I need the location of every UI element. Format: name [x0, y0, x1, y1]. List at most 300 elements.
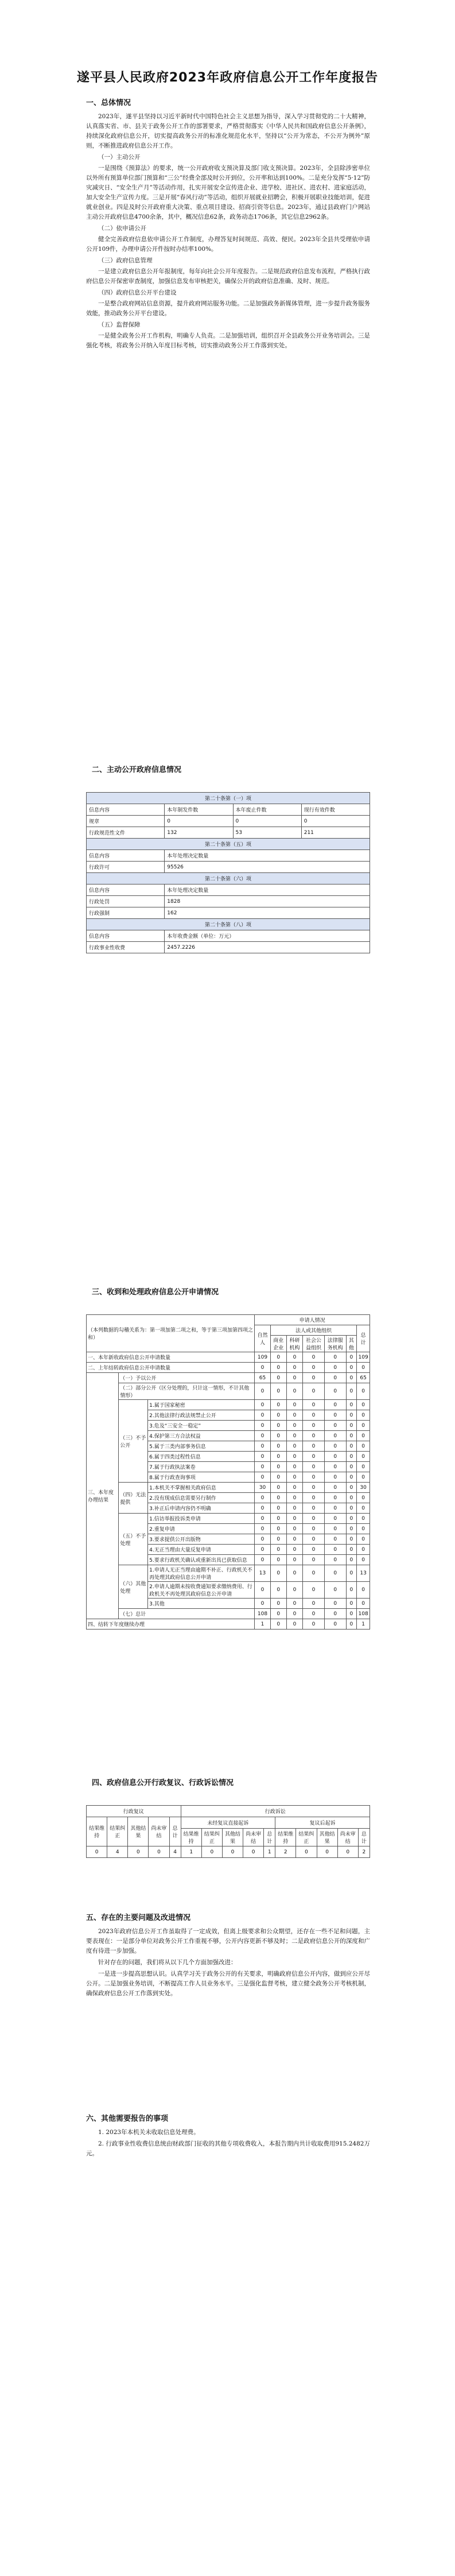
table-cell: 0: [286, 1619, 302, 1630]
table-cell: 0: [255, 1421, 270, 1431]
table-cell: 0: [270, 1400, 286, 1410]
table-cell: 0: [357, 1400, 370, 1410]
table-col-header: 其他: [346, 1336, 357, 1352]
table-cell: 0: [270, 1582, 286, 1599]
table-cell: 0: [324, 1503, 346, 1514]
table-cell: 0: [270, 1431, 286, 1441]
table-cell: 0: [270, 1609, 286, 1619]
table-cell: 0: [324, 1619, 346, 1630]
table-cell: 4: [107, 1846, 128, 1858]
table-row-label: （一）予以公开: [119, 1373, 255, 1383]
table-col-header: 本年处理决定数量: [165, 884, 370, 896]
table-col-header: 商业企业: [270, 1336, 286, 1352]
table-col-header: 结果纠正: [296, 1829, 317, 1846]
table-cell: 0: [346, 1565, 357, 1582]
table-cell: 0: [346, 1400, 357, 1410]
table-col-header: 社会公益组织: [303, 1336, 325, 1352]
table-cell: 0: [255, 1462, 270, 1472]
table-col-header: 信息内容: [87, 850, 165, 862]
table-cell: 0: [286, 1514, 302, 1524]
table-cell: 0: [270, 1352, 286, 1363]
table-col-header: 总计: [169, 1817, 181, 1846]
issues-text: 一是进一步提高思想认识。认真学习关于政务公开的有关要求，明确政府信息公开内容，做到应公开尽公开。二是加强业务培训，不断提高工作人员业务水平。三是强化监督考核，建立健全政务公开考核机制，确保政府信息公开工作落到实处。: [86, 1970, 370, 1997]
table-cell: 0: [286, 1400, 302, 1410]
table-row-label: 2.重复申请: [148, 1524, 255, 1534]
table-cell: 0: [233, 816, 301, 827]
table-corner-note: （本列数据的勾稽关系为：第一项加第二项之和，等于第三项加第四项之和）: [87, 1315, 255, 1352]
table-col-header: 本年废止件数: [233, 804, 301, 816]
table-col-header: 自然人: [255, 1325, 270, 1352]
table-row: [87, 1373, 370, 1383]
table-cell: 0: [324, 1582, 346, 1599]
table-cell: 0: [346, 1619, 357, 1630]
table-group-label: （五）不予处理: [119, 1514, 148, 1565]
table-row-label: 1.属于国家秘密: [148, 1400, 255, 1410]
table-cell: 162: [165, 907, 370, 919]
table-cell: 0: [346, 1524, 357, 1534]
table-row: [87, 1363, 370, 1373]
table-cell: 0: [296, 1846, 317, 1858]
table-row: [87, 1609, 370, 1619]
table-col-header: 其他结果: [222, 1829, 243, 1846]
table-cell: 0: [357, 1462, 370, 1472]
table-cell: 0: [303, 1619, 325, 1630]
table-cell: 2457.2226: [165, 942, 370, 953]
table-row: [87, 1514, 370, 1524]
table-cell: 0: [303, 1373, 325, 1383]
table-col-header: 信息内容: [87, 804, 165, 816]
table-cell: 0: [201, 1846, 222, 1858]
table-cell: 0: [324, 1383, 346, 1400]
table-cell: 0: [270, 1619, 286, 1630]
table-cell: 0: [346, 1609, 357, 1619]
table-cell: 0: [286, 1421, 302, 1431]
table-row: [87, 816, 370, 827]
table-cell: 行政处罚: [87, 896, 165, 907]
table-cell: 0: [324, 1493, 346, 1503]
table-cell: 0: [324, 1452, 346, 1462]
table-row: [87, 907, 370, 919]
table-cell: 0: [303, 1483, 325, 1493]
table-col-header: 法人或其他组织: [270, 1325, 357, 1336]
table-cell: 0: [303, 1441, 325, 1452]
overview-section: [86, 96, 370, 352]
table-cell: 0: [255, 1493, 270, 1503]
table-row: [87, 827, 370, 839]
overview-heading: 一、总体情况: [86, 99, 131, 107]
table-cell: 0: [255, 1514, 270, 1524]
table-cell: 0: [346, 1462, 357, 1472]
table-cell: 0: [270, 1421, 286, 1431]
supervision-subheading: （五）监督保障: [98, 321, 141, 328]
table-section-header: 第二十条第（六）项: [87, 873, 370, 884]
table-cell: 0: [357, 1472, 370, 1483]
table-cell: 0: [286, 1582, 302, 1599]
table-group-label: （四）无法提供: [119, 1483, 148, 1514]
table-cell: 0: [346, 1582, 357, 1599]
table-cell: 108: [255, 1609, 270, 1619]
table-col-header: 本年处理决定数量: [165, 850, 370, 862]
table-cell: 0: [357, 1410, 370, 1421]
table-cell: 0: [270, 1363, 286, 1373]
table-cell: 0: [303, 1534, 325, 1545]
table-row-label: 四、结转下年度继续办理: [87, 1619, 255, 1630]
table-cell: 1828: [165, 896, 370, 907]
table-cell: 行政许可: [87, 862, 165, 873]
table-col-header: 行政复议: [87, 1806, 181, 1817]
table-cell: 0: [286, 1383, 302, 1400]
platform-subheading: （四）政府信息公开平台建设: [98, 289, 177, 296]
table-cell: 0: [337, 1846, 358, 1858]
table-cell: 行政强制: [87, 907, 165, 919]
table-cell: 0: [303, 1431, 325, 1441]
table-cell: 0: [286, 1483, 302, 1493]
table-cell: 0: [346, 1373, 357, 1383]
table-row: [87, 862, 370, 873]
table-cell: 0: [270, 1524, 286, 1534]
overview-intro: 2023年，遂平县坚持以习近平新时代中国特色社会主义思想为指导，深入学习贯彻党的二十大精神，认真落实省、市、县关于政务公开工作的部署要求，严格贯彻落实《中华人民共和国政府信息公开条例》，持续深化政府信息公开，切实提高政务公开的标准化规范化水平，坚持以“公开为常态，不公开为例外”原则，不断推进政府信息公开工作。: [86, 113, 370, 149]
table-cell: 0: [324, 1555, 346, 1565]
table-cell: 0: [286, 1524, 302, 1534]
table-cell: 0: [346, 1441, 357, 1452]
table-cell: 0: [346, 1503, 357, 1514]
table-row: [87, 896, 370, 907]
table-col-header: 行政诉讼: [181, 1806, 370, 1817]
table-cell: 0: [286, 1462, 302, 1472]
table-col-header: 本年收费金额（单位：万元）: [165, 930, 370, 942]
table-cell: 0: [270, 1493, 286, 1503]
table-cell: 0: [324, 1472, 346, 1483]
table-cell: 0: [324, 1421, 346, 1431]
table-col-header: 现行有效件数: [301, 804, 370, 816]
table-cell: 30: [357, 1483, 370, 1493]
table-cell: 0: [270, 1472, 286, 1483]
table-cell: 0: [346, 1421, 357, 1431]
table-col-header: 总计: [358, 1829, 370, 1846]
table-cell: 13: [255, 1565, 270, 1582]
table-cell: 0: [270, 1599, 286, 1609]
table-cell: 0: [270, 1503, 286, 1514]
table-row-label: 2.其他法律行政法规禁止公开: [148, 1410, 255, 1421]
table-col-header: 申请人情况: [255, 1315, 370, 1325]
table-cell: 0: [270, 1514, 286, 1524]
table-cell: 1: [181, 1846, 201, 1858]
table-cell: 0: [286, 1493, 302, 1503]
table-row-label: 一、本年新收政府信息公开申请数量: [87, 1352, 255, 1363]
table-cell: 0: [286, 1472, 302, 1483]
issues-text: 2023年政府信息公开工作虽取得了一定成效，但离上级要求和公众期望，还存在一些不足和问题，主要表现在：一是部分单位对政务公开工作重视不够，公开内容更新不够及时；二是政府信息公开的深度和广度有待进一步加强。: [86, 1928, 370, 1954]
table-cell: 0: [286, 1503, 302, 1514]
table-cell: 0: [303, 1582, 325, 1599]
table-cell: 0: [324, 1545, 346, 1555]
table-cell: 0: [346, 1599, 357, 1609]
table-cell: 0: [346, 1363, 357, 1373]
request-text: 健全完善政府信息依申请公开工作制度，办理答复时间规范、高效、便民。2023年全县共受理依申请公开109件，办理申请公开件按时办结率100%。: [86, 236, 370, 253]
table-cell: 0: [270, 1555, 286, 1565]
table-cell: 0: [255, 1555, 270, 1565]
table-cell: 0: [255, 1472, 270, 1483]
table-cell: 0: [324, 1599, 346, 1609]
table-cell: 0: [303, 1555, 325, 1565]
table-cell: 0: [324, 1534, 346, 1545]
table-row-label: 4.保护第三方合法权益: [148, 1431, 255, 1441]
table-cell: 0: [165, 816, 233, 827]
table-cell: 4: [169, 1846, 181, 1858]
table-cell: 0: [286, 1534, 302, 1545]
table-col-header: 未经复议直接起诉: [181, 1817, 275, 1829]
table-col-header: 结果维持: [87, 1817, 107, 1846]
table-cell: 108: [357, 1609, 370, 1619]
table-row: [87, 1352, 370, 1363]
table-row-label: 3.危及“三安全一稳定”: [148, 1421, 255, 1431]
table-cell: 0: [324, 1514, 346, 1524]
table-cell: 0: [303, 1524, 325, 1534]
table-cell: 0: [346, 1555, 357, 1565]
table-cell: 0: [286, 1452, 302, 1462]
table-cell: 0: [270, 1462, 286, 1472]
table-cell: 0: [270, 1545, 286, 1555]
management-text: 一是建立政府信息公开年报制度，每年向社会公开年度报告。二是规范政府信息发布流程，严格执行政府信息公开保密审查制度，加强信息发布审核把关，确保公开的政府信息准确、及时、规范。: [86, 268, 370, 285]
table-cell: 0: [346, 1534, 357, 1545]
table-col-header: 科研机构: [286, 1336, 302, 1352]
review-litigation-heading: 四、政府信息公开行政复议、行政诉讼情况: [92, 1779, 234, 1787]
table-cell: 0: [324, 1431, 346, 1441]
report-title: 遂平县人民政府2023年政府信息公开工作年度报告: [76, 71, 379, 85]
table-cell: 0: [149, 1846, 169, 1858]
table-cell: 211: [301, 827, 370, 839]
table-cell: 0: [286, 1410, 302, 1421]
table-cell: 0: [255, 1452, 270, 1462]
table-cell: 0: [303, 1599, 325, 1609]
supervision-text: 一是健全政务公开工作机构，明确专人负责。二是加强培训，组织召开全县政务公开业务培训会。三是强化考核，将政务公开纳入年度目标考核，切实推动政务公开工作落到实处。: [86, 332, 370, 349]
table-row: [87, 1565, 370, 1582]
table-row-label: 3.其他: [148, 1599, 255, 1609]
table-cell: 0: [270, 1534, 286, 1545]
other-matters-section: [86, 2112, 370, 2160]
table-cell: 0: [270, 1565, 286, 1582]
request-subheading: （二）依申请公开: [98, 225, 146, 232]
table-cell: 0: [346, 1352, 357, 1363]
table-cell: 0: [286, 1431, 302, 1441]
other-matters-text: 1. 2023年本机关未收取信息处理费。: [98, 2129, 200, 2136]
table-row-label: 2.申请人逾期未按收费通知要求缴纳费用、行政机关不再处理其政府信息公开申请: [148, 1582, 255, 1599]
table-cell: 0: [324, 1400, 346, 1410]
table-cell: 0: [357, 1441, 370, 1452]
table-cell: 0: [270, 1410, 286, 1421]
table-cell: 0: [357, 1363, 370, 1373]
table-group-label: （六）其他处理: [119, 1565, 148, 1609]
table-cell: 0: [286, 1545, 302, 1555]
table-col-header: 总计: [264, 1829, 275, 1846]
table-col-header: 尚未审结: [243, 1829, 264, 1846]
other-matters-heading: 六、其他需要报告的事项: [86, 2115, 169, 2123]
table-cell: 0: [324, 1565, 346, 1582]
table-cell: 0: [324, 1373, 346, 1383]
table-cell: 0: [357, 1514, 370, 1524]
table-row-label: 7.属于行政执法案卷: [148, 1462, 255, 1472]
table-cell: 0: [255, 1363, 270, 1373]
table-row-label: 1.申请人无正当理由逾期不补正、行政机关不再处理其政府信息公开申请: [148, 1565, 255, 1582]
table-cell: 53: [233, 827, 301, 839]
table-cell: 0: [346, 1431, 357, 1441]
table-row-label: 3.补正后申请内容仍不明确: [148, 1503, 255, 1514]
table-cell: 0: [255, 1410, 270, 1421]
table-cell: 1: [255, 1619, 270, 1630]
table-cell: 0: [87, 1846, 107, 1858]
table-cell: 0: [357, 1545, 370, 1555]
table-row-label: 5.要求行政机关确认或重新出具已获取信息: [148, 1555, 255, 1565]
table-cell: 0: [286, 1373, 302, 1383]
applications-table: [86, 1314, 370, 1630]
table-cell: 132: [165, 827, 233, 839]
table-cell: 0: [357, 1383, 370, 1400]
table-cell: 0: [324, 1462, 346, 1472]
table-cell: 0: [255, 1441, 270, 1452]
table-cell: 2: [358, 1846, 370, 1858]
table-cell: 0: [346, 1493, 357, 1503]
table-cell: 0: [357, 1431, 370, 1441]
table-cell: 0: [346, 1514, 357, 1524]
table-group-label: 三、本年度办理结果: [87, 1373, 119, 1619]
table-col-header: 总计: [357, 1325, 370, 1352]
table-cell: 行政事业性收费: [87, 942, 165, 953]
table-section-header: 第二十条第（一）项: [87, 793, 370, 804]
proactive-subheading: （一）主动公开: [98, 154, 141, 161]
table-cell: 0: [255, 1524, 270, 1534]
table-col-header: 其他结果: [317, 1829, 337, 1846]
table-row-label: 5.属于三类内部事务信息: [148, 1441, 255, 1452]
table-col-header: 复议后起诉: [275, 1817, 370, 1829]
table-cell: 0: [303, 1545, 325, 1555]
table-cell: 0: [317, 1846, 337, 1858]
proactive-disclosure-heading: 二、主动公开政府信息情况: [92, 766, 182, 774]
table-cell: 0: [357, 1599, 370, 1609]
table-cell: 109: [357, 1352, 370, 1363]
table-row-label: 1.信访举报投诉类申请: [148, 1514, 255, 1524]
table-cell: 0: [255, 1400, 270, 1410]
issues-heading: 五、存在的主要问题及改进情况: [86, 1914, 191, 1922]
applications-heading: 三、收到和处理政府信息公开申请情况: [92, 1288, 219, 1297]
table-row-label: 8.属于行政查询事项: [148, 1472, 255, 1483]
table-cell: 0: [255, 1534, 270, 1545]
table-cell: 0: [303, 1352, 325, 1363]
management-subheading: （三）政府信息管理: [98, 257, 153, 264]
table-cell: 0: [270, 1452, 286, 1462]
table-cell: 规章: [87, 816, 165, 827]
table-row-label: 1.本机关不掌握相关政府信息: [148, 1483, 255, 1493]
table-cell: 1: [264, 1846, 275, 1858]
table-col-header: 本年制发件数: [165, 804, 233, 816]
table-cell: 0: [303, 1503, 325, 1514]
table-cell: 0: [286, 1565, 302, 1582]
table-group-label: （三）不予公开: [119, 1400, 148, 1483]
table-section-header: 第二十条第（八）项: [87, 919, 370, 930]
table-cell: 1: [357, 1619, 370, 1630]
table-cell: 0: [303, 1452, 325, 1462]
table-cell: 0: [303, 1514, 325, 1524]
table-cell: 0: [357, 1534, 370, 1545]
table-cell: 行政规范性文件: [87, 827, 165, 839]
table-row: [87, 1483, 370, 1493]
table-col-header: 信息内容: [87, 930, 165, 942]
proactive-disclosure-table: [86, 792, 370, 953]
table-col-header: 尚未审结: [149, 1817, 169, 1846]
table-cell: 30: [255, 1483, 270, 1493]
table-cell: 109: [255, 1352, 270, 1363]
table-cell: 0: [346, 1483, 357, 1493]
table-cell: 0: [270, 1441, 286, 1452]
table-cell: 0: [303, 1400, 325, 1410]
table-row: [87, 1383, 370, 1400]
table-cell: 0: [243, 1846, 264, 1858]
table-col-header: 尚未审结: [337, 1829, 358, 1846]
table-cell: 0: [357, 1524, 370, 1534]
table-row-label: 二、上年结转政府信息公开申请数量: [87, 1363, 255, 1373]
table-cell: 0: [357, 1582, 370, 1599]
table-cell: 13: [357, 1565, 370, 1582]
table-section-header: 第二十条第（五）项: [87, 839, 370, 850]
table-cell: 0: [286, 1352, 302, 1363]
review-litigation-table: [86, 1805, 370, 1858]
table-cell: 0: [303, 1493, 325, 1503]
table-cell: 0: [357, 1503, 370, 1514]
table-row-label: 2.没有现成信息需要另行制作: [148, 1493, 255, 1503]
table-cell: 0: [270, 1483, 286, 1493]
table-cell: 0: [270, 1383, 286, 1400]
table-col-header: 结果维持: [275, 1829, 296, 1846]
table-cell: 65: [255, 1373, 270, 1383]
table-cell: 0: [357, 1452, 370, 1462]
table-cell: 0: [301, 816, 370, 827]
table-cell: 0: [303, 1421, 325, 1431]
table-row: [87, 1619, 370, 1630]
table-cell: 0: [255, 1582, 270, 1599]
table-cell: 0: [255, 1599, 270, 1609]
table-cell: 0: [346, 1383, 357, 1400]
table-cell: 0: [255, 1545, 270, 1555]
table-cell: 95526: [165, 862, 370, 873]
table-row-label: 4.无正当理由大量反复申请: [148, 1545, 255, 1555]
table-cell: 0: [286, 1599, 302, 1609]
issues-section: [86, 1911, 370, 2000]
table-col-header: 法律服务机构: [324, 1336, 346, 1352]
table-cell: 0: [286, 1363, 302, 1373]
table-col-header: 其他结果: [128, 1817, 149, 1846]
table-cell: 0: [255, 1503, 270, 1514]
table-cell: 0: [324, 1441, 346, 1452]
table-cell: 0: [357, 1555, 370, 1565]
proactive-text: 一是围绕《预算法》的要求，统一公开政府收支预决算及部门收支预决算。2023年，全县除涉密单位以外所有预算单位部门预算和“三公”经费全部及时公开到位，公开率和达到100%。二是充分发挥“5·12”防灾减灾日、“安全生产月”等活动作用，扎实开展安全宣传进企业、进学校、进社区、进农村、进家庭活动，加大安全生产宣传力度。三是开展“春风行动”等活动，组织开展就业招聘会，积极开展职业技能培训，促进就业创业。四是及时公开政府重大决策、重点项目建设、招商引资等信息。2023年，通过县政府门户网站主动公开政府信息4700余条，其中，概况信息62条，政务动态1706条，其它信息2962条。: [86, 165, 370, 220]
table-row: [87, 942, 370, 953]
table-col-header: 结果纠正: [107, 1817, 128, 1846]
table-cell: 0: [324, 1410, 346, 1421]
table-cell: 0: [303, 1383, 325, 1400]
issues-text: 针对存在的问题，我们将从以下几个方面加强改进：: [98, 1959, 237, 1966]
table-cell: 0: [324, 1352, 346, 1363]
table-cell: 0: [346, 1452, 357, 1462]
table-cell: 0: [303, 1565, 325, 1582]
table-cell: 0: [324, 1363, 346, 1373]
table-cell: 0: [303, 1472, 325, 1483]
table-cell: 0: [286, 1441, 302, 1452]
table-cell: 0: [346, 1545, 357, 1555]
table-cell: 0: [255, 1383, 270, 1400]
table-col-header: 结果纠正: [201, 1829, 222, 1846]
table-cell: 0: [303, 1363, 325, 1373]
table-cell: 0: [324, 1483, 346, 1493]
table-cell: 0: [303, 1462, 325, 1472]
table-cell: 0: [346, 1410, 357, 1421]
